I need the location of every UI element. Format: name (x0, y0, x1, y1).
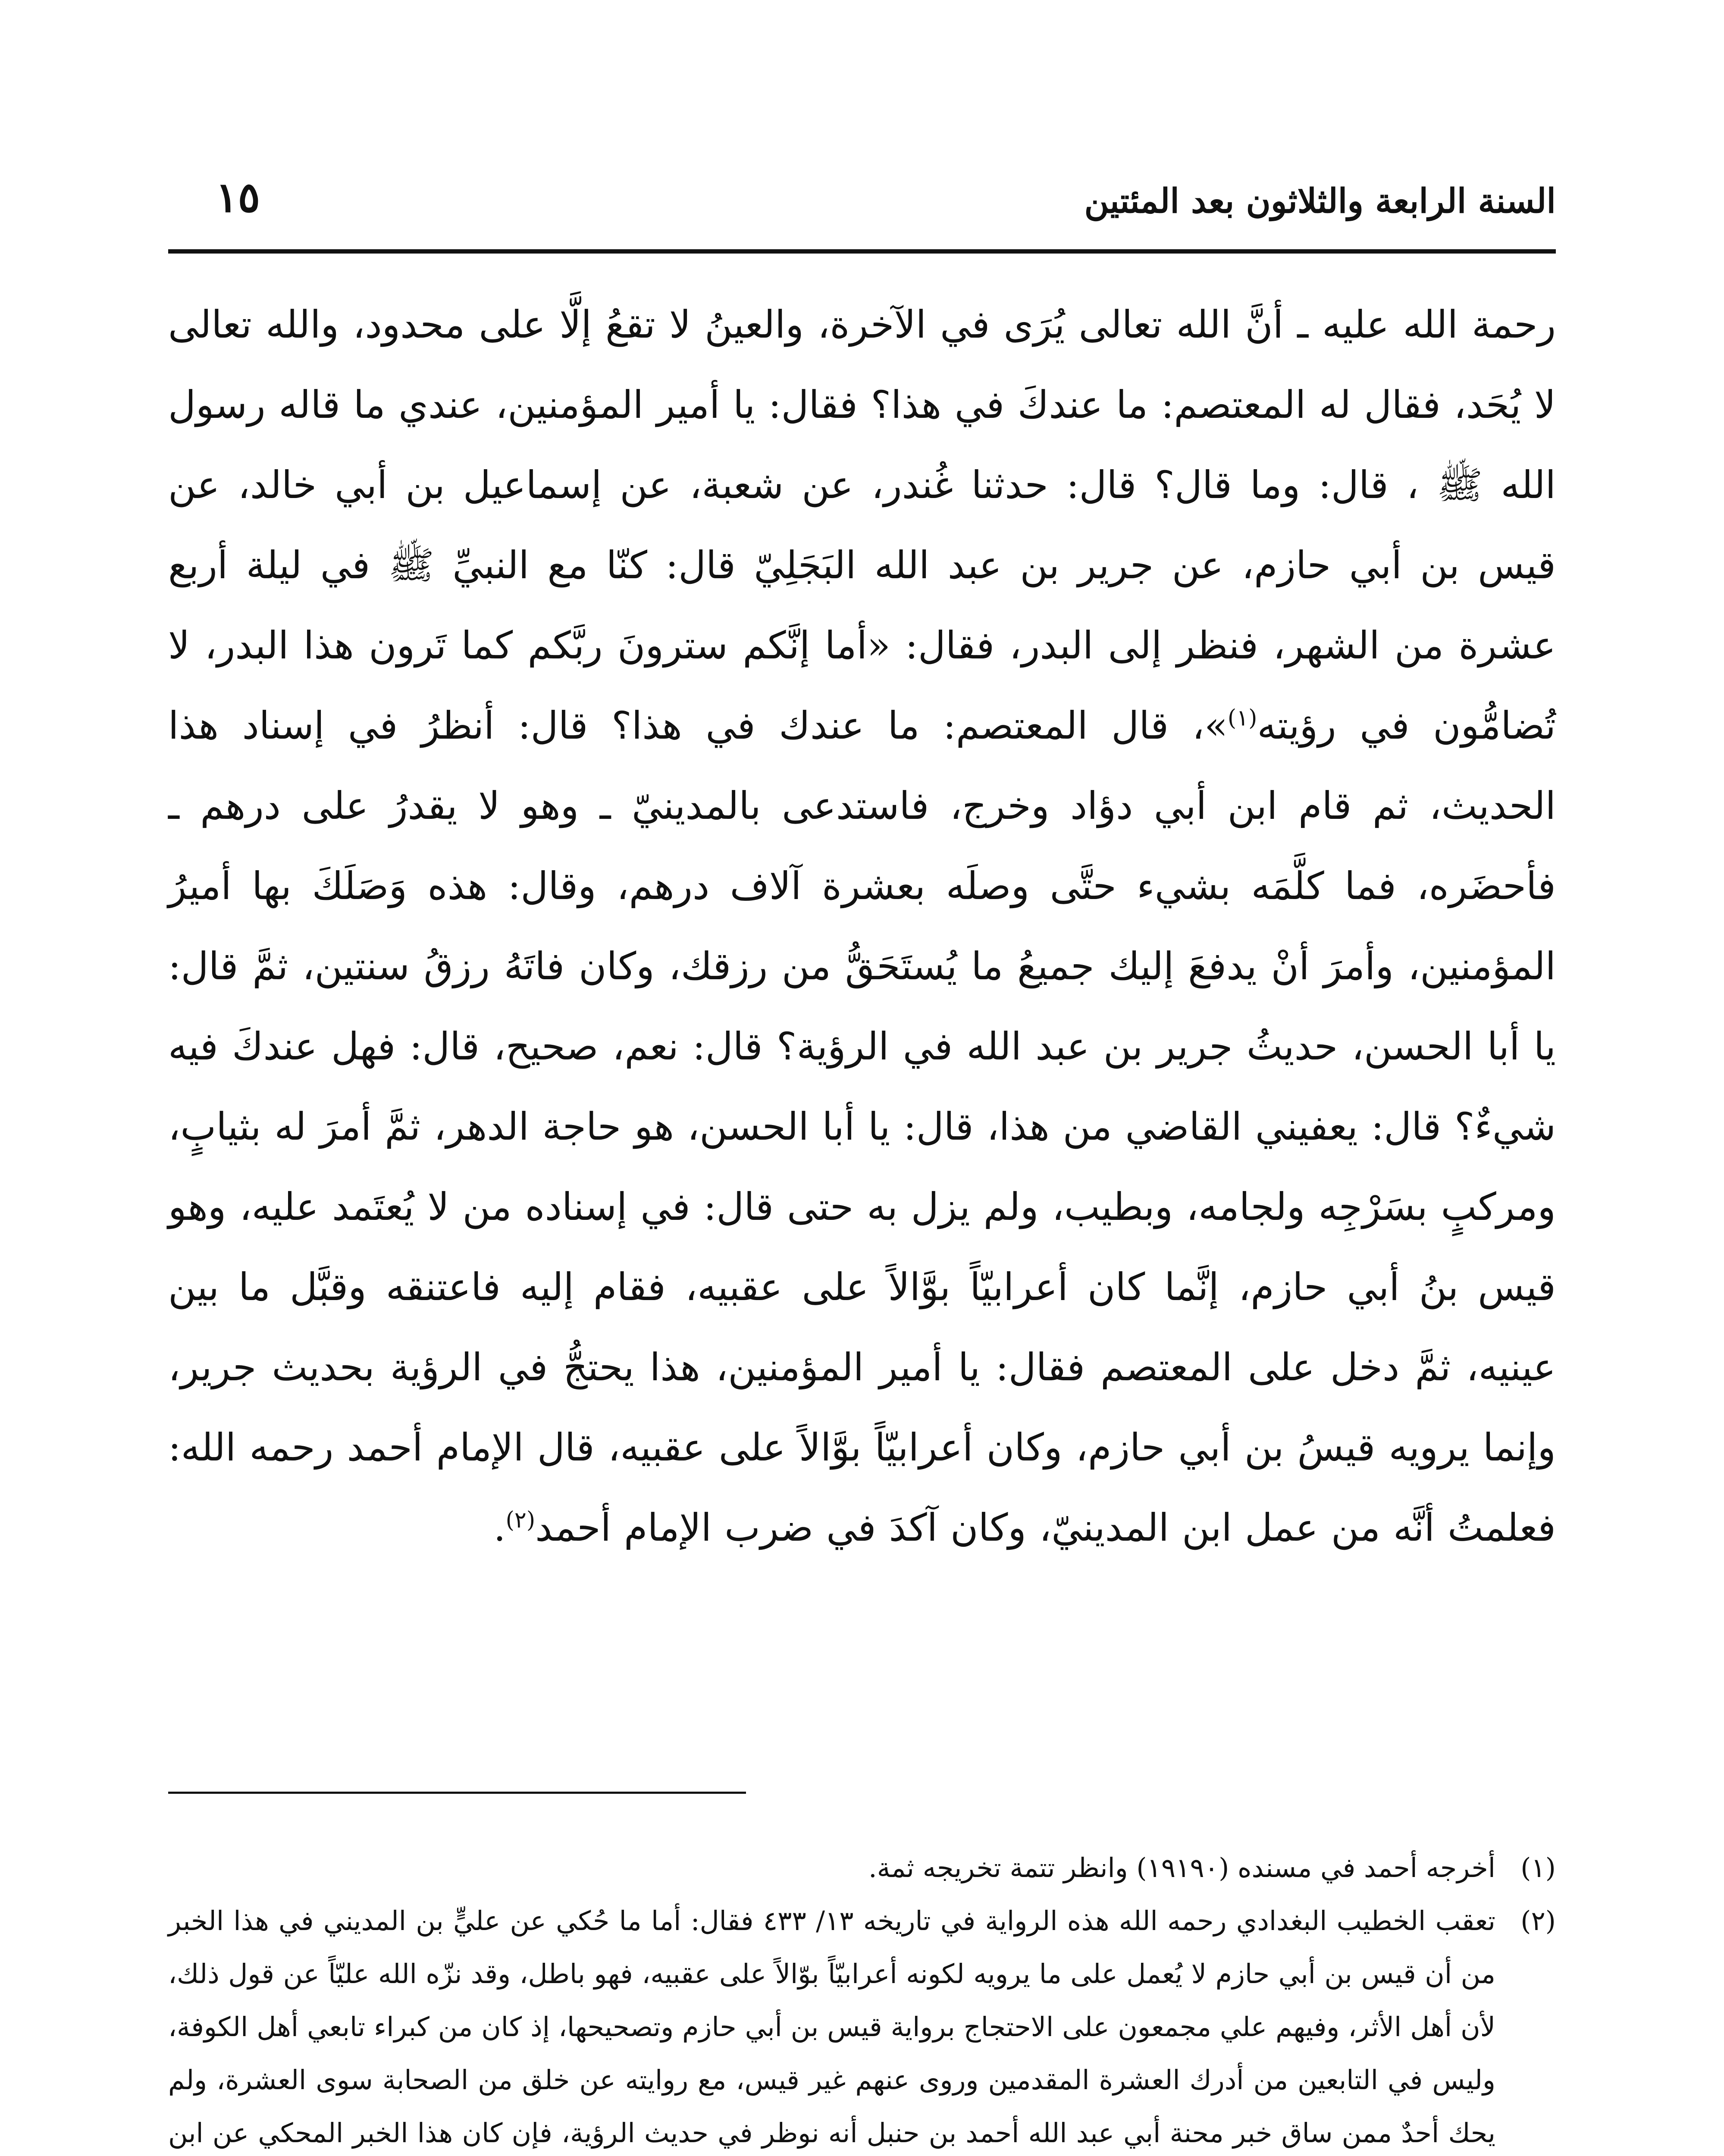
main-paragraph (168, 285, 1556, 1568)
footnote-text: تعقب الخطيب البغدادي رحمه الله هذه الرواية في تاريخه ١٣/ ٤٣٣ فقال: أما ما حُكي عن عليٍّ بن المديني في هذا الخبر من أن قيس بن أبي حازم لا يُعمل على ما يرويه لكونه أعرابيّاً بوّالاً على عقبيه، فهو باطل، وقد نزّه الله عليّاً عن قول ذلك، لأن أهل الأثر، وفيهم علي مجمعون على الاحتجاج برواية قيس بن أبي حازم وتصحيحها، إذ كان من كبراء تابعي أهل الكوفة، وليس في التابعين من أدرك العشرة المقدمين وروى عنهم غير قيس، مع روايته عن خلق من الصحابة سوى العشرة، ولم يحك أحدٌ ممن ساق خبر محنة أبي عبد الله أحمد بن حنبل أنه نوظر في حديث الرؤية، فإن كان هذا الخبر المحكي عن ابن (168, 1905, 1496, 2149)
footnote-number: (١) (1520, 1852, 1556, 1883)
page-number: ١٥ (216, 173, 260, 222)
footnote-reference-2: (٢) (505, 1507, 536, 1533)
footnotes (168, 1841, 1556, 2156)
footnote-number: (٢) (1520, 1905, 1556, 1937)
main-text (168, 285, 1556, 1568)
page-header (168, 164, 1556, 246)
footnote-reference-1: (١) (1227, 705, 1257, 731)
running-title: السنة الرابعة والثلاثون بعد المئتين (1084, 182, 1556, 221)
main-text-part-1: رحمة الله عليه ـ أنَّ الله تعالى يُرَى في الآخرة، والعينُ لا تقعُ إلَّا على محدود، والله تعالى لا يُحَد، فقال له المعتصم: ما عندكَ في هذا؟ فقال: يا أمير المؤمنين، عندي ما قاله رسول الله ﷺ ، قال: وما قال؟ قال: حدثنا غُندر، عن شعبة، عن إسماعيل بن أبي خالد، عن قيس بن أبي حازم، عن جرير بن عبد الله البَجَلِيّ قال: كنّا مع النبيِّ ﷺ في ليلة أربع عشرة من الشهر، فنظر إلى البدر، فقال: «أما إنَّكم سترونَ ربَّكم كما تَرون هذا البدر، لا تُضامُّون في رؤيته (168, 302, 1556, 748)
header-divider (168, 249, 1556, 254)
footnote-divider (168, 1792, 746, 1794)
main-text-part-2: »، قال المعتصم: ما عندك في هذا؟ قال: أنظرُ في إسناد هذا الحديث، ثم قام ابن أبي دؤاد وخرج، فاستدعى بالمدينيّ ـ وهو لا يقدرُ على درهم ـ فأحضَره، فما كلَّمَه بشيء حتَّى وصلَه بعشرة آلاف درهم، وقال: هذه وَصَلَكَ بها أميرُ المؤمنين، وأمرَ أنْ يدفعَ إليك جميعُ ما يُستَحَقُّ من رزقك، وكان فاتَهُ رزقُ سنتين، ثمَّ قال: يا أبا الحسن، حديثُ جرير بن عبد الله في الرؤية؟ قال: نعم، صحيح، قال: فهل عندكَ فيه شيءٌ؟ قال: يعفيني القاضي من هذا، قال: يا أبا الحسن، هو حاجة الدهر، ثمَّ أمرَ له بثيابٍ، ومركبٍ بسَرْجِه ولجامه، وبطيب، ولم يزل به حتى قال: في إسناده من لا يُعتَمد عليه، وهو قيس بنُ أبي حازم، إنَّما كان أعرابيّاً بوَّالاً على عقبيه، فقام إليه فاعتنقه وقبَّل ما بين عينيه، ثمَّ دخل على المعتصم فقال: يا أمير المؤمنين، هذا يحتجُّ في الرؤية بحديث جرير، وإنما يرويه قيسُ بن أبي حازم، وكان أعرابيّاً بوَّالاً على عقبيه، قال الإمام أحمد رحمه الله: فعلمتُ أنَّه من عمل ابن المدينيّ، وكان آكدَ في ضرب الإمام أحمد (168, 703, 1556, 1550)
footnote-text: أخرجه أحمد في مسنده (١٩١٩٠) وانظر تتمة تخريجه ثمة. (868, 1852, 1495, 1883)
footnote-1 (168, 1841, 1556, 1894)
main-text-end: . (493, 1505, 506, 1550)
footnote-2 (168, 1894, 1556, 2156)
